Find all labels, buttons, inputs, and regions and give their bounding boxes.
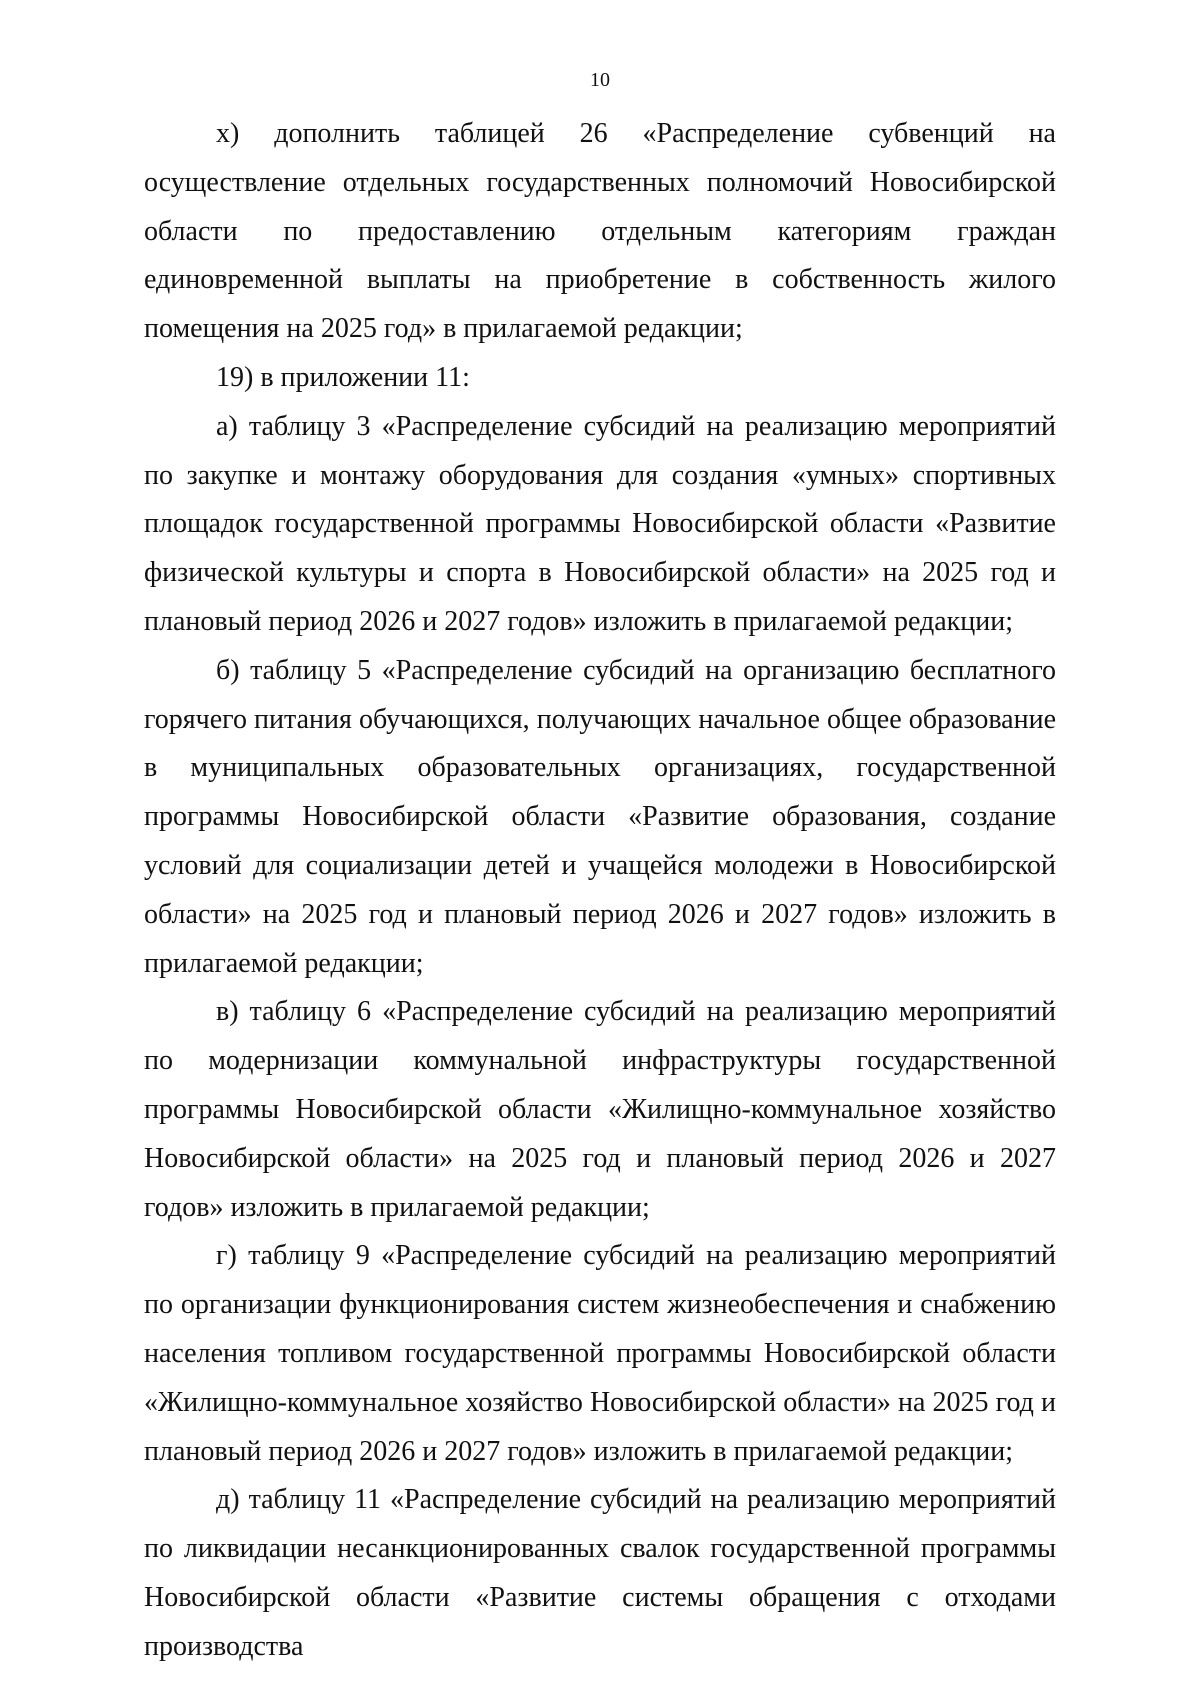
paragraph-item-19: 19) в приложении 11: — [216, 361, 470, 393]
paragraph-item-g: г) таблицу 9 «Распределение субсидий на реализацию мероприятий по организации функционирования систем жизнеобеспечения и снабжению населения топливом государственной программы Новосибирской области «Жилищно-коммунальное хозяйство Новосибирской области» на 2025 год и плановый период 2026 и 2027 годов» изложить в прилагаемой редакции; — [144, 1240, 1056, 1467]
page-number: 10 — [590, 69, 610, 91]
paragraph-item-d: д) таблицу 11 «Распределение субсидий на реализацию мероприятий по ликвидации несанкционированных свалок государственной программы Новосибирской области «Развитие системы обращения с отходами производства — [144, 1484, 1056, 1662]
paragraph-item-a: а) таблицу 3 «Распределение субсидий на реализацию мероприятий по закупке и монтажу оборудования для создания «умных» спортивных площадок государственной программы Новосибирской области «Развитие физической культуры и спорта в Новосибирской области» на 2025 год и плановый период 2026 и 2027 годов» изложить в прилагаемой редакции; — [144, 410, 1056, 637]
document-body — [144, 110, 1056, 1672]
paragraph-item-b: б) таблицу 5 «Распределение субсидий на организацию бесплатного горячего питания обучающихся, получающих начальное общее образование в муниципальных образовательных организациях, государственной программы Новосибирской области «Развитие образования, создание условий для социализации детей и учащейся молодежи в Новосибирской области» на 2025 год и плановый период 2026 и 2027 годов» изложить в прилагаемой редакции; — [144, 654, 1056, 979]
paragraph-item-v: в) таблицу 6 «Распределение субсидий на реализацию мероприятий по модернизации коммунальной инфраструктуры государственной программы Новосибирской области «Жилищно-коммунальное хозяйство Новосибирской области» на 2025 год и плановый период 2026 и 2027 годов» изложить в прилагаемой редакции; — [144, 996, 1056, 1223]
paragraph-item-x: х) дополнить таблицей 26 «Распределение субвенций на осуществление отдельных государственных полномочий Новосибирской области по предоставлению отдельным категориям граждан единовременной выплаты на приобретение в собственность жилого помещения на 2025 год» в прилагаемой редакции; — [144, 118, 1056, 345]
